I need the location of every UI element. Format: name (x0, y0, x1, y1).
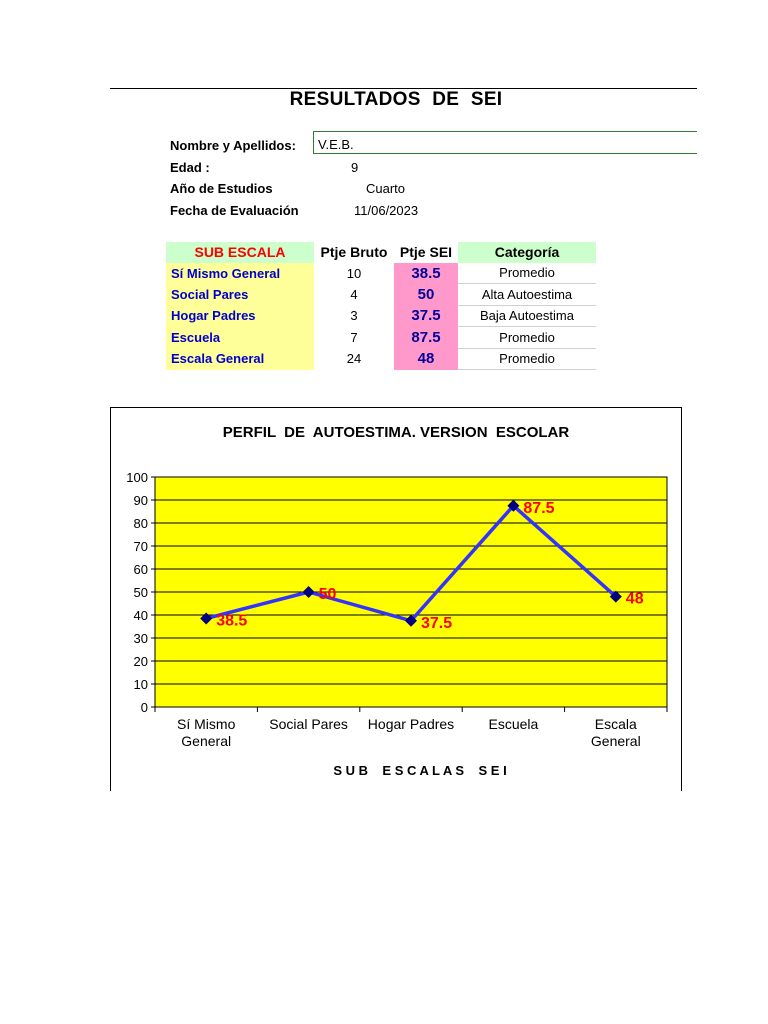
y-tick-label: 10 (133, 677, 148, 692)
row-sub-escala: Escala General (166, 348, 314, 370)
header-ptje-sei: Ptje SEI (394, 242, 458, 263)
row-ptje-bruto: 24 (346, 351, 362, 367)
row-categoria: Baja Autoestima (458, 305, 596, 327)
date-label: Fecha de Evaluación (170, 203, 299, 218)
age-label: Edad : (170, 160, 210, 175)
y-tick-label: 40 (133, 608, 148, 623)
data-label: 38.5 (216, 612, 248, 630)
data-label: 87.5 (523, 499, 555, 517)
x-tick-label: Sí Mismo General (177, 716, 236, 749)
y-tick-label: 90 (133, 493, 148, 508)
row-categoria: Promedio (458, 348, 596, 370)
x-tick-label: Hogar Padres (367, 716, 455, 732)
y-tick-label: 0 (140, 700, 148, 715)
row-ptje-bruto: 4 (350, 286, 358, 302)
name-value: V.E.B. (318, 137, 354, 152)
y-tick-label: 50 (133, 585, 148, 600)
chart-title: PERFIL DE AUTOESTIMA. VERSION ESCOLAR (222, 424, 570, 441)
row-ptje-bruto: 10 (346, 265, 362, 281)
year-value: Cuarto (366, 181, 406, 196)
row-categoria: Promedio (458, 327, 596, 349)
data-label: 50 (318, 586, 337, 603)
year-label: Año de Estudios (170, 181, 273, 196)
y-tick-label: 20 (133, 654, 148, 669)
data-label: 37.5 (421, 614, 453, 632)
row-ptje-sei: 87.5 (394, 327, 458, 349)
header-ptje-bruto: Ptje Bruto (314, 242, 394, 263)
row-ptje-sei: 50 (394, 284, 458, 306)
row-categoria: Promedio (458, 263, 596, 284)
name-label: Nombre y Apellidos: (170, 138, 296, 153)
y-tick-label: 70 (133, 539, 148, 554)
data-label: 48 (625, 590, 644, 608)
header-categoria: Categoría (458, 242, 596, 263)
date-value: 11/06/2023 (354, 203, 419, 218)
page-title: RESULTADOS DE SEI (289, 89, 503, 110)
y-tick-label: 80 (133, 516, 148, 531)
row-sub-escala: Sí Mismo General (166, 263, 314, 284)
x-tick-label: Escala General (590, 716, 641, 749)
age-value: 9 (351, 160, 359, 175)
row-ptje-bruto: 3 (350, 308, 358, 324)
y-tick-label: 30 (133, 631, 148, 646)
x-tick-label: Escuela (488, 716, 539, 732)
row-categoria: Alta Autoestima (458, 284, 596, 306)
row-sub-escala: Escuela (166, 327, 314, 349)
row-ptje-sei: 37.5 (394, 305, 458, 327)
x-tick-label: Social Pares (269, 716, 348, 732)
row-sub-escala: Social Pares (166, 284, 314, 306)
header-sub-escala: SUB ESCALA (166, 242, 314, 263)
chart-x-axis-label: S U B E S C A L A S S E I (333, 763, 507, 778)
row-ptje-sei: 48 (394, 348, 458, 370)
row-ptje-bruto: 7 (350, 329, 358, 345)
row-sub-escala: Hogar Padres (166, 305, 314, 327)
y-tick-label: 100 (126, 470, 148, 485)
y-tick-label: 60 (133, 562, 148, 577)
row-ptje-sei: 38.5 (394, 263, 458, 284)
